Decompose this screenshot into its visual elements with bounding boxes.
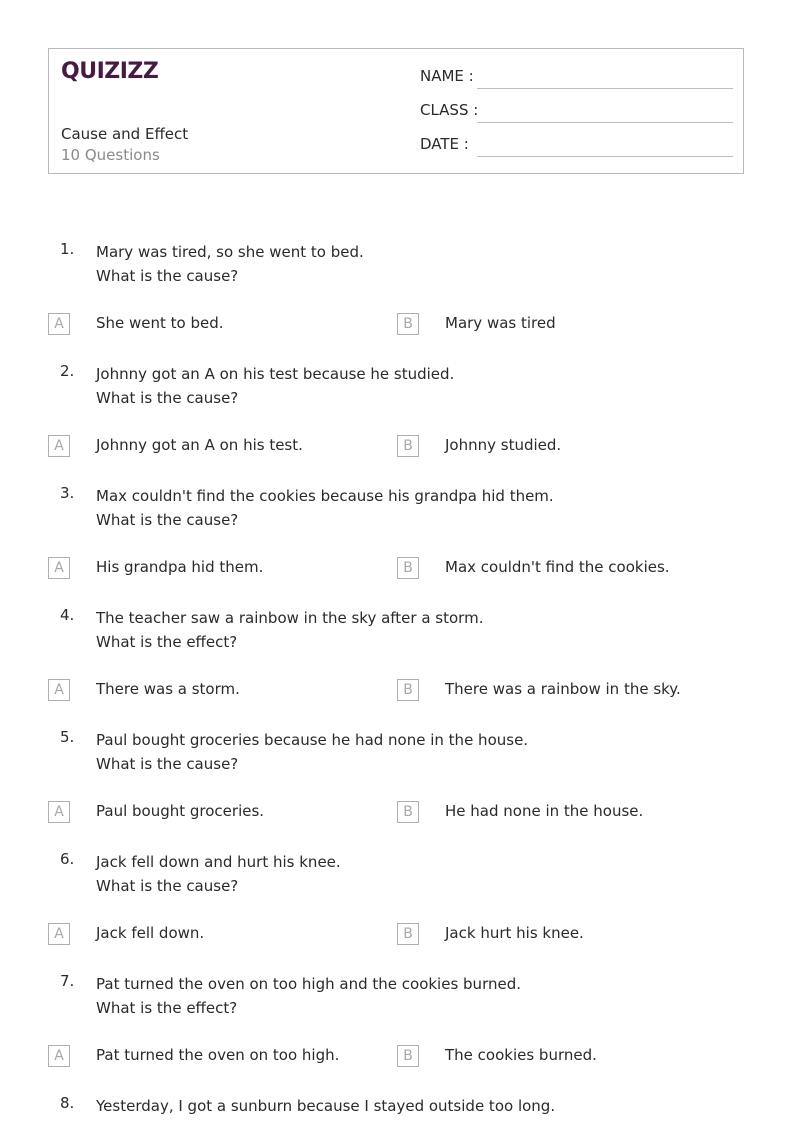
- question-number: 7.: [60, 972, 75, 990]
- name-label: NAME :: [420, 67, 474, 85]
- option-letter-box: B: [397, 679, 419, 701]
- question-text: [96, 1094, 555, 1118]
- option-text: Mary was tired: [445, 314, 556, 332]
- worksheet-title: Cause and Effect: [61, 125, 189, 143]
- question-line: Jack fell down and hurt his knee.: [96, 853, 341, 871]
- option-letter-box: A: [48, 557, 70, 579]
- question-number: 4.: [60, 606, 75, 624]
- class-field[interactable]: [420, 101, 733, 125]
- date-field[interactable]: [420, 135, 733, 159]
- option-text: He had none in the house.: [445, 802, 644, 820]
- option-letter-box: A: [48, 313, 70, 335]
- question-line: Paul bought groceries because he had none in the house.: [96, 731, 529, 749]
- option-letter-box: A: [48, 801, 70, 823]
- question-prompt: What is the effect?: [96, 999, 238, 1017]
- option-letter-box: B: [397, 923, 419, 945]
- option-text: Paul bought groceries.: [96, 802, 265, 820]
- option-letter-box: A: [48, 923, 70, 945]
- option-letter-box: A: [48, 435, 70, 457]
- question-text: [96, 240, 364, 288]
- date-label: DATE :: [420, 135, 469, 153]
- question-text: [96, 484, 554, 532]
- option-letter-box: B: [397, 801, 419, 823]
- question-prompt: What is the cause?: [96, 511, 239, 529]
- question-text: [96, 850, 341, 898]
- option-text: His grandpa hid them.: [96, 558, 264, 576]
- option-text: Jack hurt his knee.: [445, 924, 584, 942]
- option-letter-box: A: [48, 679, 70, 701]
- worksheet-header: [48, 48, 744, 174]
- option-letter-box: B: [397, 435, 419, 457]
- option-text: Max couldn't find the cookies.: [445, 558, 670, 576]
- option-text: Pat turned the oven on too high.: [96, 1046, 340, 1064]
- question-text: [96, 362, 454, 410]
- name-field[interactable]: [420, 67, 733, 91]
- question-prompt: What is the cause?: [96, 267, 239, 285]
- class-line: [477, 122, 733, 123]
- option-letter-box: A: [48, 1045, 70, 1067]
- question-line: Mary was tired, so she went to bed.: [96, 243, 364, 261]
- quizizz-logo: QUIZIZZ: [61, 59, 159, 84]
- name-line: [477, 88, 733, 89]
- question-text: [96, 606, 483, 654]
- option-text: Johnny got an A on his test.: [96, 436, 303, 454]
- question-number: 1.: [60, 240, 75, 258]
- option-text: There was a storm.: [96, 680, 240, 698]
- option-letter-box: B: [397, 1045, 419, 1067]
- question-number: 6.: [60, 850, 75, 868]
- question-line: Pat turned the oven on too high and the cookies burned.: [96, 975, 521, 993]
- question-prompt: What is the cause?: [96, 389, 239, 407]
- question-text: [96, 972, 521, 1020]
- question-number: 3.: [60, 484, 75, 502]
- option-letter-box: B: [397, 557, 419, 579]
- question-line: Yesterday, I got a sunburn because I stayed outside too long.: [96, 1097, 556, 1115]
- option-text: Johnny studied.: [445, 436, 562, 454]
- option-letter-box: B: [397, 313, 419, 335]
- option-text: She went to bed.: [96, 314, 224, 332]
- question-number: 8.: [60, 1094, 75, 1112]
- question-prompt: What is the effect?: [96, 633, 238, 651]
- date-line: [477, 156, 733, 157]
- question-line: The teacher saw a rainbow in the sky after a storm.: [96, 609, 484, 627]
- question-prompt: What is the cause?: [96, 755, 239, 773]
- class-label: CLASS :: [420, 101, 479, 119]
- question-text: [96, 728, 528, 776]
- question-number: 5.: [60, 728, 75, 746]
- option-text: There was a rainbow in the sky.: [445, 680, 681, 698]
- question-prompt: What is the cause?: [96, 877, 239, 895]
- option-text: Jack fell down.: [96, 924, 205, 942]
- question-number: 2.: [60, 362, 75, 380]
- question-line: Max couldn't find the cookies because his grandpa hid them.: [96, 487, 554, 505]
- question-count: 10 Questions: [61, 146, 160, 164]
- question-line: Johnny got an A on his test because he studied.: [96, 365, 455, 383]
- option-text: The cookies burned.: [445, 1046, 597, 1064]
